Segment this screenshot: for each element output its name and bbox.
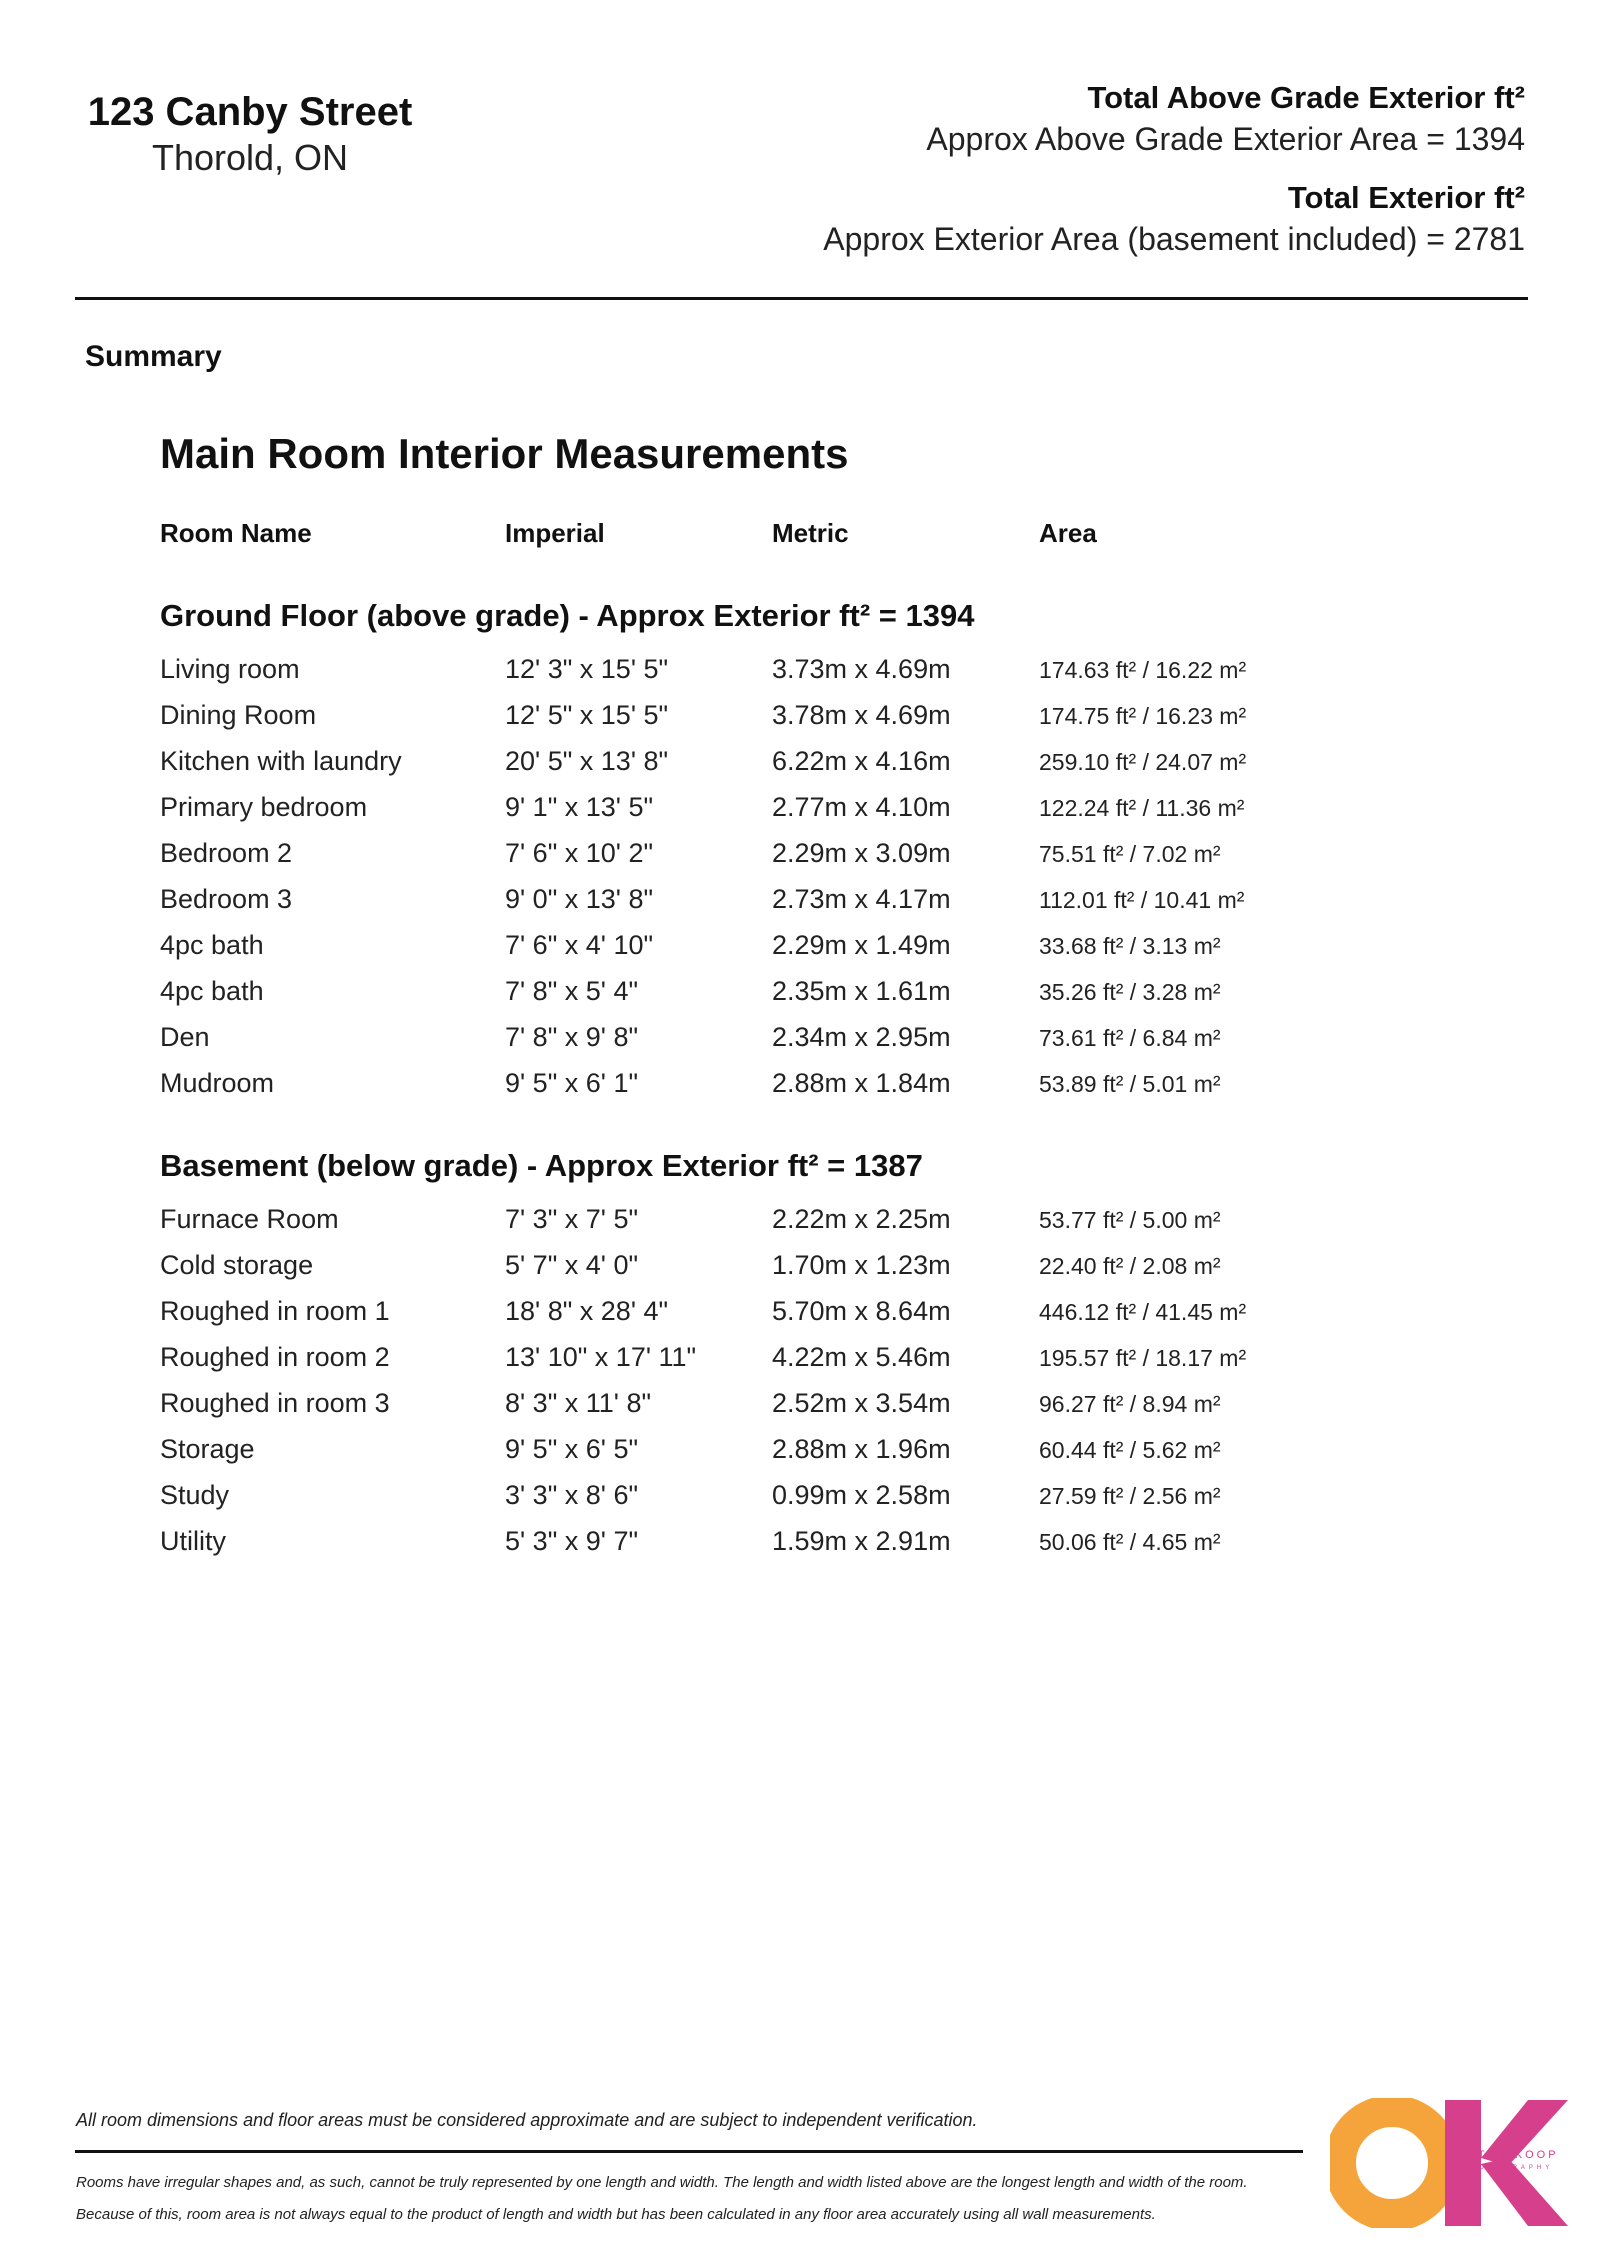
room-area: 195.57 ft² / 18.17 m² xyxy=(1039,1345,1247,1371)
room-area: 75.51 ft² / 7.02 m² xyxy=(1039,841,1221,867)
room-metric: 1.70m x 1.23m xyxy=(772,1250,951,1280)
room-metric: 2.34m x 2.95m xyxy=(772,1022,951,1052)
room-imperial: 7' 3" x 7' 5" xyxy=(505,1204,639,1234)
room-row xyxy=(0,976,1600,1022)
room-area: 53.77 ft² / 5.00 m² xyxy=(1039,1207,1221,1233)
room-row xyxy=(0,1526,1600,1572)
room-metric: 3.73m x 4.69m xyxy=(772,654,951,684)
total-exterior-title: Total Exterior ft² xyxy=(1287,180,1525,215)
room-name: Utility xyxy=(160,1526,226,1556)
room-name: Mudroom xyxy=(160,1068,275,1098)
room-name: 4pc bath xyxy=(160,930,264,960)
room-name: Bedroom 3 xyxy=(160,884,293,914)
room-name: Furnace Room xyxy=(160,1204,339,1234)
column-header-metric: Metric xyxy=(772,518,849,548)
room-metric: 1.59m x 2.91m xyxy=(772,1526,951,1556)
basement-title: Basement (below grade) - Approx Exterior ft² = 1387 xyxy=(160,1148,923,1183)
room-name: Living room xyxy=(160,654,300,684)
logo-k-shape xyxy=(1445,2100,1568,2226)
room-imperial: 5' 7" x 4' 0" xyxy=(505,1250,639,1280)
room-metric: 2.29m x 3.09m xyxy=(772,838,951,868)
room-row xyxy=(0,700,1600,746)
above-grade-area: Approx Above Grade Exterior Area = 1394 xyxy=(926,121,1525,157)
room-row xyxy=(0,1250,1600,1296)
room-area: 27.59 ft² / 2.56 m² xyxy=(1039,1483,1221,1509)
room-row xyxy=(0,1342,1600,1388)
room-name: Dining Room xyxy=(160,700,317,730)
room-area: 22.40 ft² / 2.08 m² xyxy=(1039,1253,1221,1279)
footer-divider xyxy=(75,2150,1303,2153)
room-row xyxy=(0,838,1600,884)
cathy-koop-photography-logo xyxy=(1330,2098,1570,2228)
room-metric: 2.88m x 1.84m xyxy=(772,1068,951,1098)
room-imperial: 12' 3" x 15' 5" xyxy=(505,654,669,684)
room-row xyxy=(0,654,1600,700)
footer-note-1: Rooms have irregular shapes and, as such, cannot be truly represented by one length and width. The length and width listed above are the longest length and width of the room. xyxy=(76,2174,1248,2191)
room-name: Kitchen with laundry xyxy=(160,746,402,776)
room-metric: 2.88m x 1.96m xyxy=(772,1434,951,1464)
room-metric: 2.35m x 1.61m xyxy=(772,976,951,1006)
room-imperial: 9' 5" x 6' 5" xyxy=(505,1434,639,1464)
total-exterior-area: Approx Exterior Area (basement included) = 2781 xyxy=(823,221,1525,257)
ground-floor-title: Ground Floor (above grade) - Approx Exterior ft² = 1394 xyxy=(160,598,975,633)
room-row xyxy=(0,1388,1600,1434)
room-imperial: 20' 5" x 13' 8" xyxy=(505,746,669,776)
room-name: Roughed in room 1 xyxy=(160,1296,390,1326)
room-row xyxy=(0,1480,1600,1526)
street-address: 123 Canby Street xyxy=(87,90,413,134)
room-row xyxy=(0,1068,1600,1114)
room-name: Roughed in room 3 xyxy=(160,1388,390,1418)
room-area: 174.75 ft² / 16.23 m² xyxy=(1039,703,1247,729)
summary-heading: Summary xyxy=(85,340,222,373)
room-imperial: 8' 3" x 11' 8" xyxy=(505,1388,652,1418)
room-name: Den xyxy=(160,1022,210,1052)
footer-note-2: Because of this, room area is not always equal to the product of length and width but has been calculated in any floor area accurately using all wall measurements. xyxy=(76,2206,1156,2223)
room-metric: 5.70m x 8.64m xyxy=(772,1296,951,1326)
room-row xyxy=(0,746,1600,792)
disclaimer: All room dimensions and floor areas must be considered approximate and are subject to independent verification. xyxy=(76,2110,978,2130)
room-imperial: 7' 6" x 10' 2" xyxy=(505,838,654,868)
column-header-room-name: Room Name xyxy=(160,518,312,548)
room-name: Cold storage xyxy=(160,1250,314,1280)
room-imperial: 7' 6" x 4' 10" xyxy=(505,930,654,960)
room-name: Roughed in room 2 xyxy=(160,1342,390,1372)
room-row xyxy=(0,1204,1600,1250)
room-metric: 4.22m x 5.46m xyxy=(772,1342,951,1372)
room-imperial: 12' 5" x 15' 5" xyxy=(505,700,669,730)
area-totals xyxy=(823,78,1525,260)
room-imperial: 3' 3" x 8' 6" xyxy=(505,1480,639,1510)
room-imperial: 7' 8" x 9' 8" xyxy=(505,1022,639,1052)
address-block xyxy=(60,88,440,180)
column-header-area: Area xyxy=(1039,518,1097,548)
room-name: Primary bedroom xyxy=(160,792,368,822)
room-area: 259.10 ft² / 24.07 m² xyxy=(1039,749,1247,775)
room-metric: 2.29m x 1.49m xyxy=(772,930,951,960)
room-area: 174.63 ft² / 16.22 m² xyxy=(1039,657,1247,683)
room-row xyxy=(0,930,1600,976)
room-row xyxy=(0,884,1600,930)
main-title: Main Room Interior Measurements xyxy=(160,430,849,477)
room-name: Bedroom 2 xyxy=(160,838,293,868)
room-area: 33.68 ft² / 3.13 m² xyxy=(1039,933,1221,959)
room-metric: 2.52m x 3.54m xyxy=(772,1388,951,1418)
room-metric: 6.22m x 4.16m xyxy=(772,746,951,776)
room-imperial: 9' 1" x 13' 5" xyxy=(505,792,654,822)
room-metric: 2.77m x 4.10m xyxy=(772,792,951,822)
room-metric: 2.22m x 2.25m xyxy=(772,1204,951,1234)
room-area: 112.01 ft² / 10.41 m² xyxy=(1039,887,1245,913)
city-province: Thorold, ON xyxy=(151,137,349,178)
room-area: 60.44 ft² / 5.62 m² xyxy=(1039,1437,1221,1463)
room-area: 122.24 ft² / 11.36 m² xyxy=(1039,795,1245,821)
room-imperial: 7' 8" x 5' 4" xyxy=(505,976,639,1006)
logo-o-shape xyxy=(1340,2111,1444,2215)
room-row xyxy=(0,792,1600,838)
room-metric: 3.78m x 4.69m xyxy=(772,700,951,730)
logo-name-text: CATHY KOOP xyxy=(1457,2149,1559,2161)
room-area: 35.26 ft² / 3.28 m² xyxy=(1039,979,1221,1005)
room-imperial: 18' 8" x 28' 4" xyxy=(505,1296,669,1326)
room-row xyxy=(0,1022,1600,1068)
logo-photography-text: PHOTOGRAPHY xyxy=(1462,2165,1554,2171)
room-imperial: 13' 10" x 17' 11" xyxy=(505,1342,697,1372)
room-area: 50.06 ft² / 4.65 m² xyxy=(1039,1529,1221,1555)
room-row xyxy=(0,1434,1600,1480)
room-name: Study xyxy=(160,1480,230,1510)
room-area: 53.89 ft² / 5.01 m² xyxy=(1039,1071,1221,1097)
above-grade-title: Total Above Grade Exterior ft² xyxy=(1087,80,1525,115)
room-imperial: 9' 0" x 13' 8" xyxy=(505,884,654,914)
room-area: 73.61 ft² / 6.84 m² xyxy=(1039,1025,1221,1051)
room-metric: 2.73m x 4.17m xyxy=(772,884,951,914)
room-imperial: 5' 3" x 9' 7" xyxy=(505,1526,639,1556)
room-name: Storage xyxy=(160,1434,255,1464)
room-name: 4pc bath xyxy=(160,976,264,1006)
room-imperial: 9' 5" x 6' 1" xyxy=(505,1068,639,1098)
column-header-imperial: Imperial xyxy=(505,518,605,548)
header-divider xyxy=(75,297,1528,300)
room-area: 446.12 ft² / 41.45 m² xyxy=(1039,1299,1247,1325)
room-metric: 0.99m x 2.58m xyxy=(772,1480,951,1510)
room-area: 96.27 ft² / 8.94 m² xyxy=(1039,1391,1221,1417)
room-row xyxy=(0,1296,1600,1342)
